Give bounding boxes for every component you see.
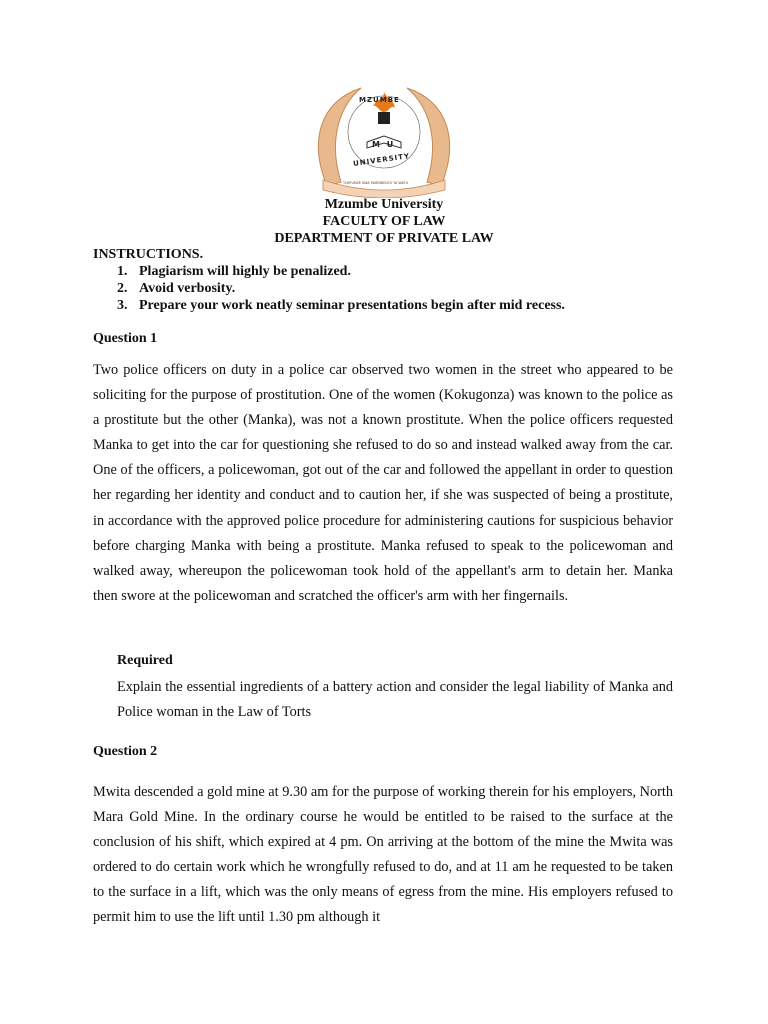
university-logo: [309, 82, 459, 198]
question-1-body: Two police officers on duty in a police car observed two women in the street who appeared to be soliciting for the purpose of prostitution. One of the women (Kokugonza) was known to the police as a prostitute but the other (Manka), was not a known prostitute. When the police officers requested Manka to get into the car for questioning she refused to do so and instead walked away from the car. One of the officers, a policewoman, got out of the car and followed the appellant in order to question her regarding her identity and conduct and to caution her, if she was suspected of being a prostitute, in accordance with the approved police procedure for administering cautions for suspicious behavior before charging Manka with being a prostitute. Manka refused to speak to the policewoman and walked away, whereupon the policewoman took hold of the appellant's arm to detain her. Manka then swore at the policewoman and scratched the officer's arm with her fingernails.: [93, 362, 673, 604]
instruction-text: Plagiarism will highly be penalized.: [139, 264, 351, 279]
torch-icon: [378, 112, 390, 124]
instructions-title: INSTRUCTIONS.: [93, 247, 204, 262]
instruction-number: 3.: [117, 298, 128, 313]
department-name: DEPARTMENT OF PRIVATE LAW: [274, 231, 494, 246]
question-2-body: Mwita descended a gold mine at 9.30 am for the purpose of working therein for his employers, North Mara Gold Mine. In the ordinary course he would be entitled to be raised to the surface at the conclusion of his shift, which expired at 4 pm. On arriving at the bottom of the mine the Mwita was ordered to do certain work which he wrongfully refused to do, and at 11 am he requested to be taken to the surface in a lift, which was the only means of egress from the mine. His employers refused to permit him to use the lift until 1.30 pm although it: [93, 784, 673, 926]
question-1-title: Question 1: [93, 331, 158, 346]
instruction-item: [117, 280, 565, 297]
logo-center-text: M U: [372, 140, 396, 149]
instruction-number: 2.: [117, 281, 128, 296]
instruction-text: Prepare your work neatly seminar presentations begin after mid recess.: [139, 298, 565, 313]
required-text: Explain the essential ingredients of a battery action and consider the legal liability of Manka and Police woman in the Law of Torts: [117, 679, 673, 721]
logo-motto-text: TUJIFUNZE KWA MAENDELEO YA WATU: [343, 181, 409, 185]
instruction-item: [117, 263, 565, 280]
left-tusk: [318, 88, 361, 186]
instruction-number: 1.: [117, 264, 128, 279]
instruction-text: Avoid verbosity.: [139, 281, 236, 296]
instruction-item: [117, 297, 565, 314]
logo-top-text: MZUMBE: [359, 96, 400, 104]
faculty-name: FACULTY OF LAW: [322, 214, 446, 229]
right-tusk: [407, 88, 450, 186]
instructions-list: [117, 263, 565, 314]
question-2-title: Question 2: [93, 744, 158, 759]
required-title: Required: [117, 653, 173, 668]
logo-bottom-text: UNIVERSITY: [352, 152, 411, 168]
university-name: Mzumbe University: [324, 197, 444, 212]
